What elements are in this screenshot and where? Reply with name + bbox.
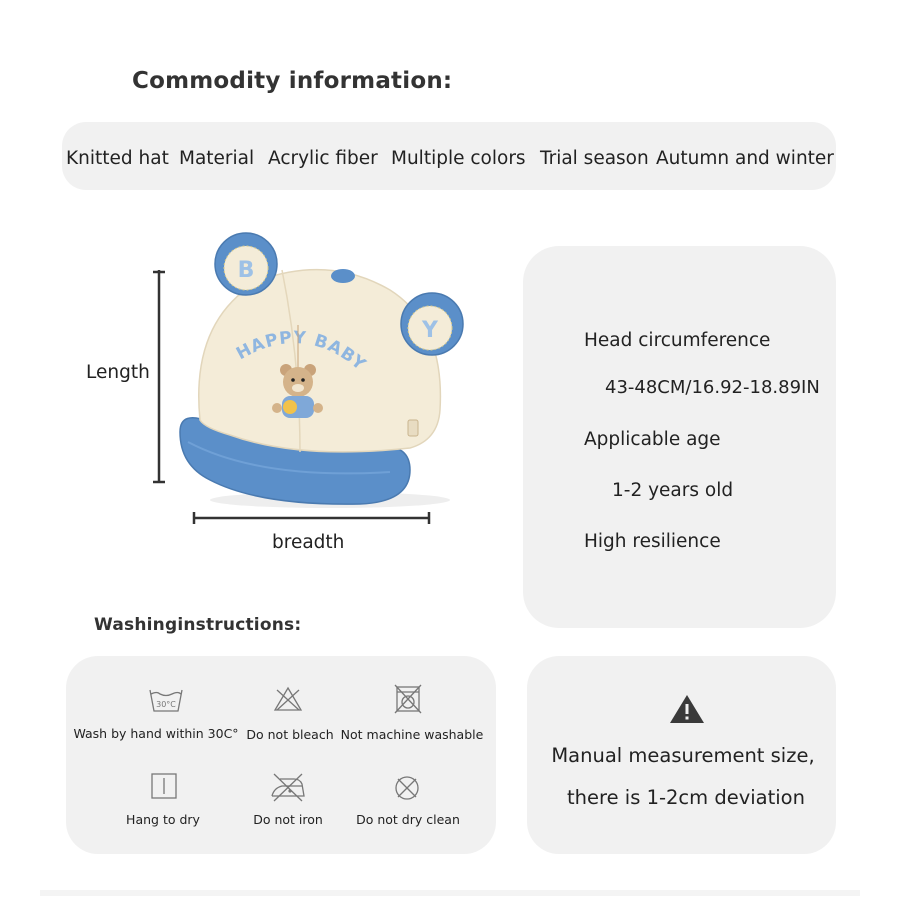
applicable-age-label: Applicable age	[584, 429, 721, 450]
length-dimension-line	[153, 270, 165, 483]
hat-embroidery-textpath: HAPPY BABY	[233, 327, 370, 376]
spec-panel	[523, 246, 836, 628]
info-item-season-label: Trial season	[540, 148, 649, 169]
length-label: Length	[86, 362, 150, 383]
no-bleach-icon	[273, 686, 303, 712]
product-image-area	[60, 210, 480, 570]
breadth-dimension-line	[193, 512, 430, 524]
info-item-season-value: Autumn and winter	[656, 148, 834, 169]
note-line-1: Manual measurement size,	[551, 744, 815, 767]
note-line-2: there is 1-2cm deviation	[567, 786, 805, 809]
no-bleach-label: Do not bleach	[246, 727, 334, 742]
bottom-divider	[40, 890, 860, 896]
head-circumference-label: Head circumference	[584, 330, 771, 351]
hand-wash-temp-text: 30°C	[156, 700, 176, 709]
washing-title: Washinginstructions:	[94, 615, 302, 635]
hang-dry-icon	[150, 772, 178, 800]
feature-text: High resilience	[584, 531, 721, 552]
info-item-material-label: Material	[179, 148, 255, 169]
no-machine-wash-label: Not machine washable	[340, 727, 484, 742]
info-item-material-value: Acrylic fiber	[268, 148, 378, 169]
hand-wash-30-icon	[148, 686, 184, 714]
hand-wash-label: Wash by hand within 30C°	[73, 726, 239, 741]
no-dry-clean-label: Do not dry clean	[356, 812, 460, 827]
washing-panel	[66, 656, 496, 854]
ear-right-letter: Y	[422, 318, 438, 343]
applicable-age-value: 1-2 years old	[612, 480, 734, 501]
hat-illustration	[60, 210, 480, 570]
info-item-type: Knitted hat	[66, 148, 169, 169]
no-iron-icon	[268, 772, 308, 802]
head-circumference-value: 43-48CM/16.92-18.89IN	[605, 377, 820, 398]
breadth-label: breadth	[272, 532, 345, 553]
info-item-colors: Multiple colors	[391, 148, 526, 169]
measurement-note-panel	[527, 656, 836, 854]
hang-dry-label: Hang to dry	[126, 812, 200, 827]
ear-left-letter: B	[237, 258, 255, 283]
no-machine-wash-icon	[394, 684, 422, 714]
no-iron-label: Do not iron	[253, 812, 323, 827]
commodity-info-bar	[62, 122, 836, 190]
warning-icon	[669, 694, 705, 724]
commodity-title: Commodity information:	[132, 68, 453, 94]
no-dry-clean-icon	[392, 773, 422, 803]
